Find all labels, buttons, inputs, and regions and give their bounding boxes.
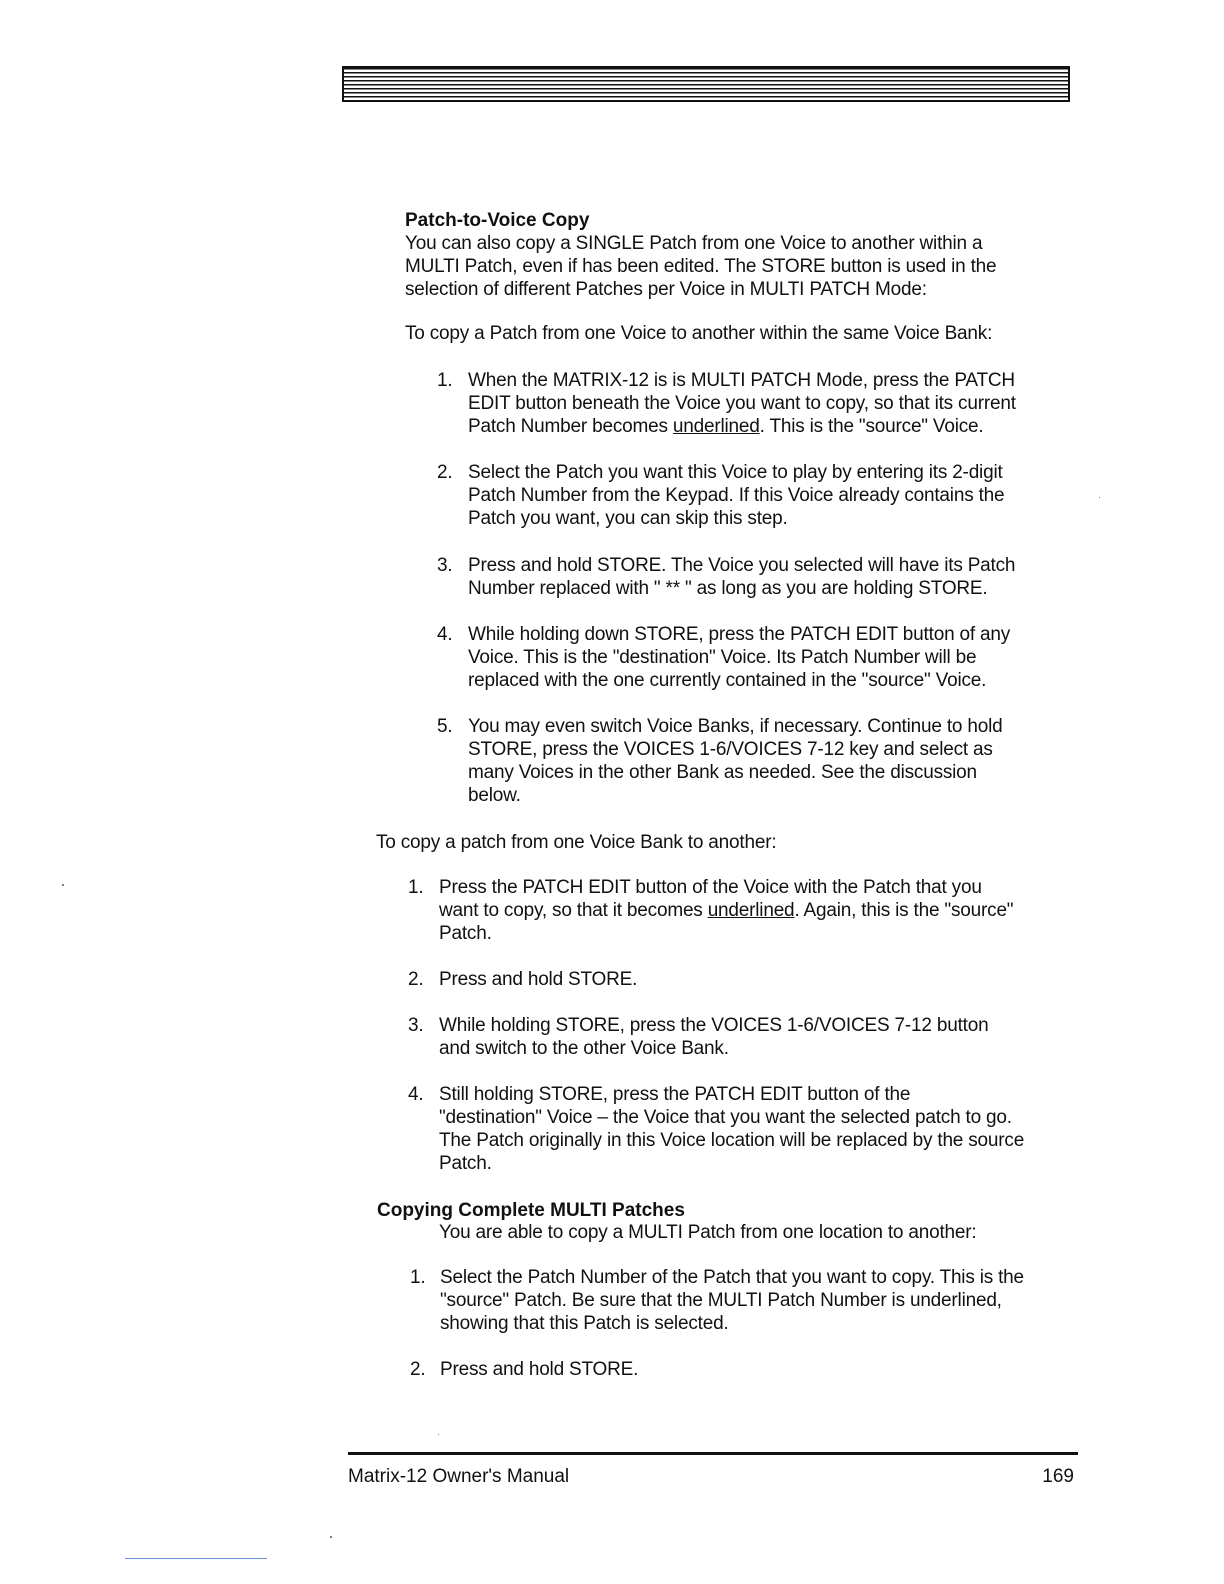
scan-edge-line — [125, 1558, 267, 1559]
step-line: You may even switch Voice Banks, if necessary. Continue to hold — [468, 716, 1003, 737]
step-line: Patch. — [439, 923, 492, 944]
section2-lead: To copy a patch from one Voice Bank to another: — [376, 832, 777, 853]
step-line: Select the Patch Number of the Patch that you want to copy. This is the — [440, 1267, 1024, 1288]
header-rule-bar — [342, 66, 1070, 102]
step-line: "source" Patch. Be sure that the MULTI Patch Number is underlined, — [440, 1290, 1002, 1311]
intro-line: selection of different Patches per Voice in MULTI PATCH Mode: — [405, 279, 927, 300]
step-line: many Voices in the other Bank as needed. See the discussion — [468, 762, 977, 783]
step-text: Patch Number becomes — [468, 416, 673, 437]
footer-manual-title: Matrix-12 Owner's Manual — [348, 1466, 570, 1487]
step-line: While holding STORE, press the VOICES 1-6/VOICES 7-12 button — [439, 1015, 989, 1036]
step-number: 2. — [408, 969, 424, 990]
step-line: showing that this Patch is selected. — [440, 1313, 729, 1334]
scan-speck — [1099, 497, 1100, 498]
section-title-patch-to-voice: Patch-to-Voice Copy — [405, 210, 590, 231]
step-text: want to copy, so that it becomes — [439, 900, 708, 921]
step-line — [439, 899, 1079, 922]
intro-line: MULTI Patch, even if has been edited. The STORE button is used in the — [405, 256, 997, 277]
step-line: and switch to the other Voice Bank. — [439, 1038, 729, 1059]
step-line: Patch you want, you can skip this step. — [468, 508, 788, 529]
scan-speck — [330, 1536, 332, 1538]
step-line: Select the Patch you want this Voice to play by entering its 2-digit — [468, 462, 1003, 483]
step-line: Press and hold STORE. — [439, 969, 638, 990]
step-line: Press and hold STORE. — [440, 1359, 639, 1380]
step-number: 1. — [410, 1267, 426, 1288]
step-line: When the MATRIX-12 is is MULTI PATCH Mode, press the PATCH — [468, 370, 1015, 391]
section1-intro — [405, 232, 996, 301]
step-number: 3. — [408, 1015, 424, 1036]
step-line: Still holding STORE, press the PATCH EDIT button of the — [439, 1084, 911, 1105]
step-line — [468, 415, 1108, 438]
section3-intro: You are able to copy a MULTI Patch from one location to another: — [439, 1222, 977, 1243]
step-line: Voice. This is the "destination" Voice. Its Patch Number will be — [468, 647, 977, 668]
step-number: 2. — [410, 1359, 426, 1380]
step-line: replaced with the one currently contained in the "source" Voice. — [468, 670, 987, 691]
intro-line: You can also copy a SINGLE Patch from one Voice to another within a — [405, 233, 983, 254]
step-line: Number replaced with " ** " as long as you are holding STORE. — [468, 578, 988, 599]
step-number: 5. — [437, 716, 453, 737]
step-line: STORE, press the VOICES 1-6/VOICES 7-12 key and select as — [468, 739, 993, 760]
section1-lead: To copy a Patch from one Voice to another within the same Voice Bank: — [405, 323, 993, 344]
step-line: "destination" Voice – the Voice that you want the selected patch to go. — [439, 1107, 1012, 1128]
scan-speck — [62, 884, 64, 886]
step-number: 1. — [437, 370, 453, 391]
underlined-word: underlined — [672, 416, 760, 437]
step-line: EDIT button beneath the Voice you want to copy, so that its current — [468, 393, 1016, 414]
step-number: 3. — [437, 555, 453, 576]
footer-rule — [348, 1452, 1078, 1455]
step-number: 4. — [408, 1084, 424, 1105]
step-line: Patch. — [439, 1153, 492, 1174]
step-text: . Again, this is the "source" — [794, 900, 1014, 921]
step-line: The Patch originally in this Voice location will be replaced by the source — [439, 1130, 1025, 1151]
step-line: below. — [468, 785, 521, 806]
underlined-word: underlined — [707, 900, 795, 921]
scan-speck — [438, 1434, 439, 1435]
step-line: Press and hold STORE. The Voice you selected will have its Patch — [468, 555, 1016, 576]
section-title-copying-multi: Copying Complete MULTI Patches — [377, 1200, 685, 1221]
step-number: 4. — [437, 624, 453, 645]
step-number: 1. — [408, 877, 424, 898]
step-line: Patch Number from the Keypad. If this Voice already contains the — [468, 485, 1005, 506]
step-number: 2. — [437, 462, 453, 483]
step-text: . This is the "source" Voice. — [759, 416, 984, 437]
step-line: While holding down STORE, press the PATCH EDIT button of any — [468, 624, 1011, 645]
step-line: Press the PATCH EDIT button of the Voice with the Patch that you — [439, 877, 982, 898]
page-number: 169 — [1042, 1466, 1074, 1487]
